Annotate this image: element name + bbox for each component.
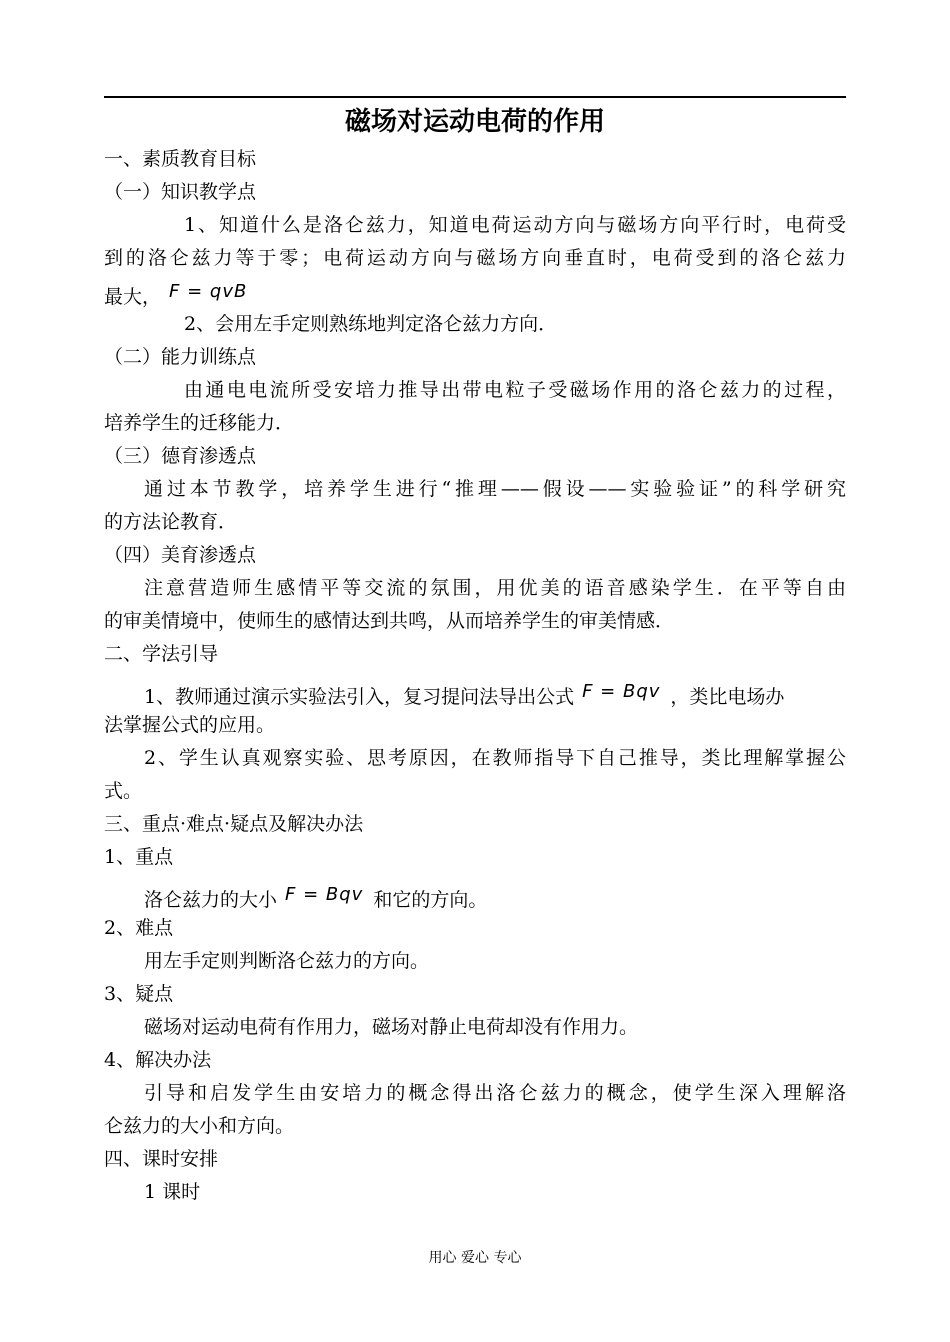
formula-f-qvb: F = qvB xyxy=(169,281,248,302)
paragraph-text: 和它的方向。 xyxy=(373,889,488,911)
paragraph-line: 由通电电流所受安培力推导出带电粒子受磁场作用的洛仑兹力的过程， xyxy=(184,379,846,401)
paragraph-line-with-formula xyxy=(104,874,846,912)
paragraph-line: 2、学生认真观察实验、思考原因，在教师指导下自己推导，类比理解掌握公 xyxy=(144,747,846,769)
paragraph-line: 引导和启发学生由安培力的概念得出洛仑兹力的概念，使学生深入理解洛 xyxy=(144,1082,846,1104)
paragraph-text: 洛仑兹力的大小 xyxy=(144,889,278,911)
subheading-aesthetic: （四）美育渗透点 xyxy=(104,544,257,566)
document-body xyxy=(104,143,846,1209)
heading-section-2: 二、学法引导 xyxy=(104,643,219,665)
paragraph-line: 到的洛仑兹力等于零；电荷运动方向与磁场方向垂直时，电荷受到的洛仑兹力 xyxy=(104,247,846,269)
subheading-moral: （三）德育渗透点 xyxy=(104,445,257,467)
subheading-knowledge: （一）知识教学点 xyxy=(104,181,257,203)
paragraph-line: 培养学生的迁移能力． xyxy=(104,412,295,434)
paragraph-line: 的审美情境中，使师生的感情达到共鸣，从而培养学生的审美情感． xyxy=(104,610,675,632)
paragraph-line-with-formula xyxy=(104,275,846,308)
subheading-difficulty: 2、难点 xyxy=(104,917,174,939)
paragraph-line: 1、知道什么是洛仑兹力，知道电荷运动方向与磁场方向平行时，电荷受 xyxy=(184,214,846,236)
formula-f-bqv: F = Bqv xyxy=(285,884,364,905)
paragraph-line: 注意营造师生感情平等交流的氛围，用优美的语音感染学生．在平等自由 xyxy=(144,577,846,599)
paragraph-line: 用左手定则判断洛仑兹力的方向。 xyxy=(144,950,430,972)
paragraph-line: 式。 xyxy=(104,780,143,802)
subheading-key-point: 1、重点 xyxy=(104,846,174,868)
paragraph-line: 通过本节教学，培养学生进行“推理——假设——实验验证”的科学研究 xyxy=(144,478,846,500)
paragraph-text: 最大， xyxy=(104,286,162,308)
heading-section-4: 四、课时安排 xyxy=(104,1148,219,1170)
paragraph-line: 法掌握公式的应用。 xyxy=(104,714,276,736)
paragraph-text: ，类比电场办 xyxy=(670,686,785,708)
page-footer: 用心 爱心 专心 xyxy=(428,1250,522,1266)
subheading-doubt: 3、疑点 xyxy=(104,983,174,1005)
subheading-solution: 4、解决办法 xyxy=(104,1049,212,1071)
paragraph-line: 2、会用左手定则熟练地判定洛仑兹力方向． xyxy=(184,313,558,335)
header-rule xyxy=(104,96,846,98)
paragraph-text: 1、教师通过演示实验法引入，复习提问法导出公式 xyxy=(144,686,575,708)
formula-f-bqv: F = Bqv xyxy=(582,681,661,702)
subheading-ability: （二）能力训练点 xyxy=(104,346,257,368)
paragraph-line: 1 课时 xyxy=(144,1181,201,1203)
paragraph-line: 仑兹力的大小和方向。 xyxy=(104,1115,295,1137)
paragraph-line-with-formula xyxy=(104,671,846,709)
heading-section-1: 一、素质教育目标 xyxy=(104,148,257,170)
paragraph-line: 的方法论教育． xyxy=(104,511,238,533)
paragraph-line: 磁场对运动电荷有作用力，磁场对静止电荷却没有作用力。 xyxy=(144,1016,639,1038)
document-title: 磁场对运动电荷的作用 xyxy=(344,107,605,137)
heading-section-3: 三、重点·难点·疑点及解决办法 xyxy=(104,813,364,835)
